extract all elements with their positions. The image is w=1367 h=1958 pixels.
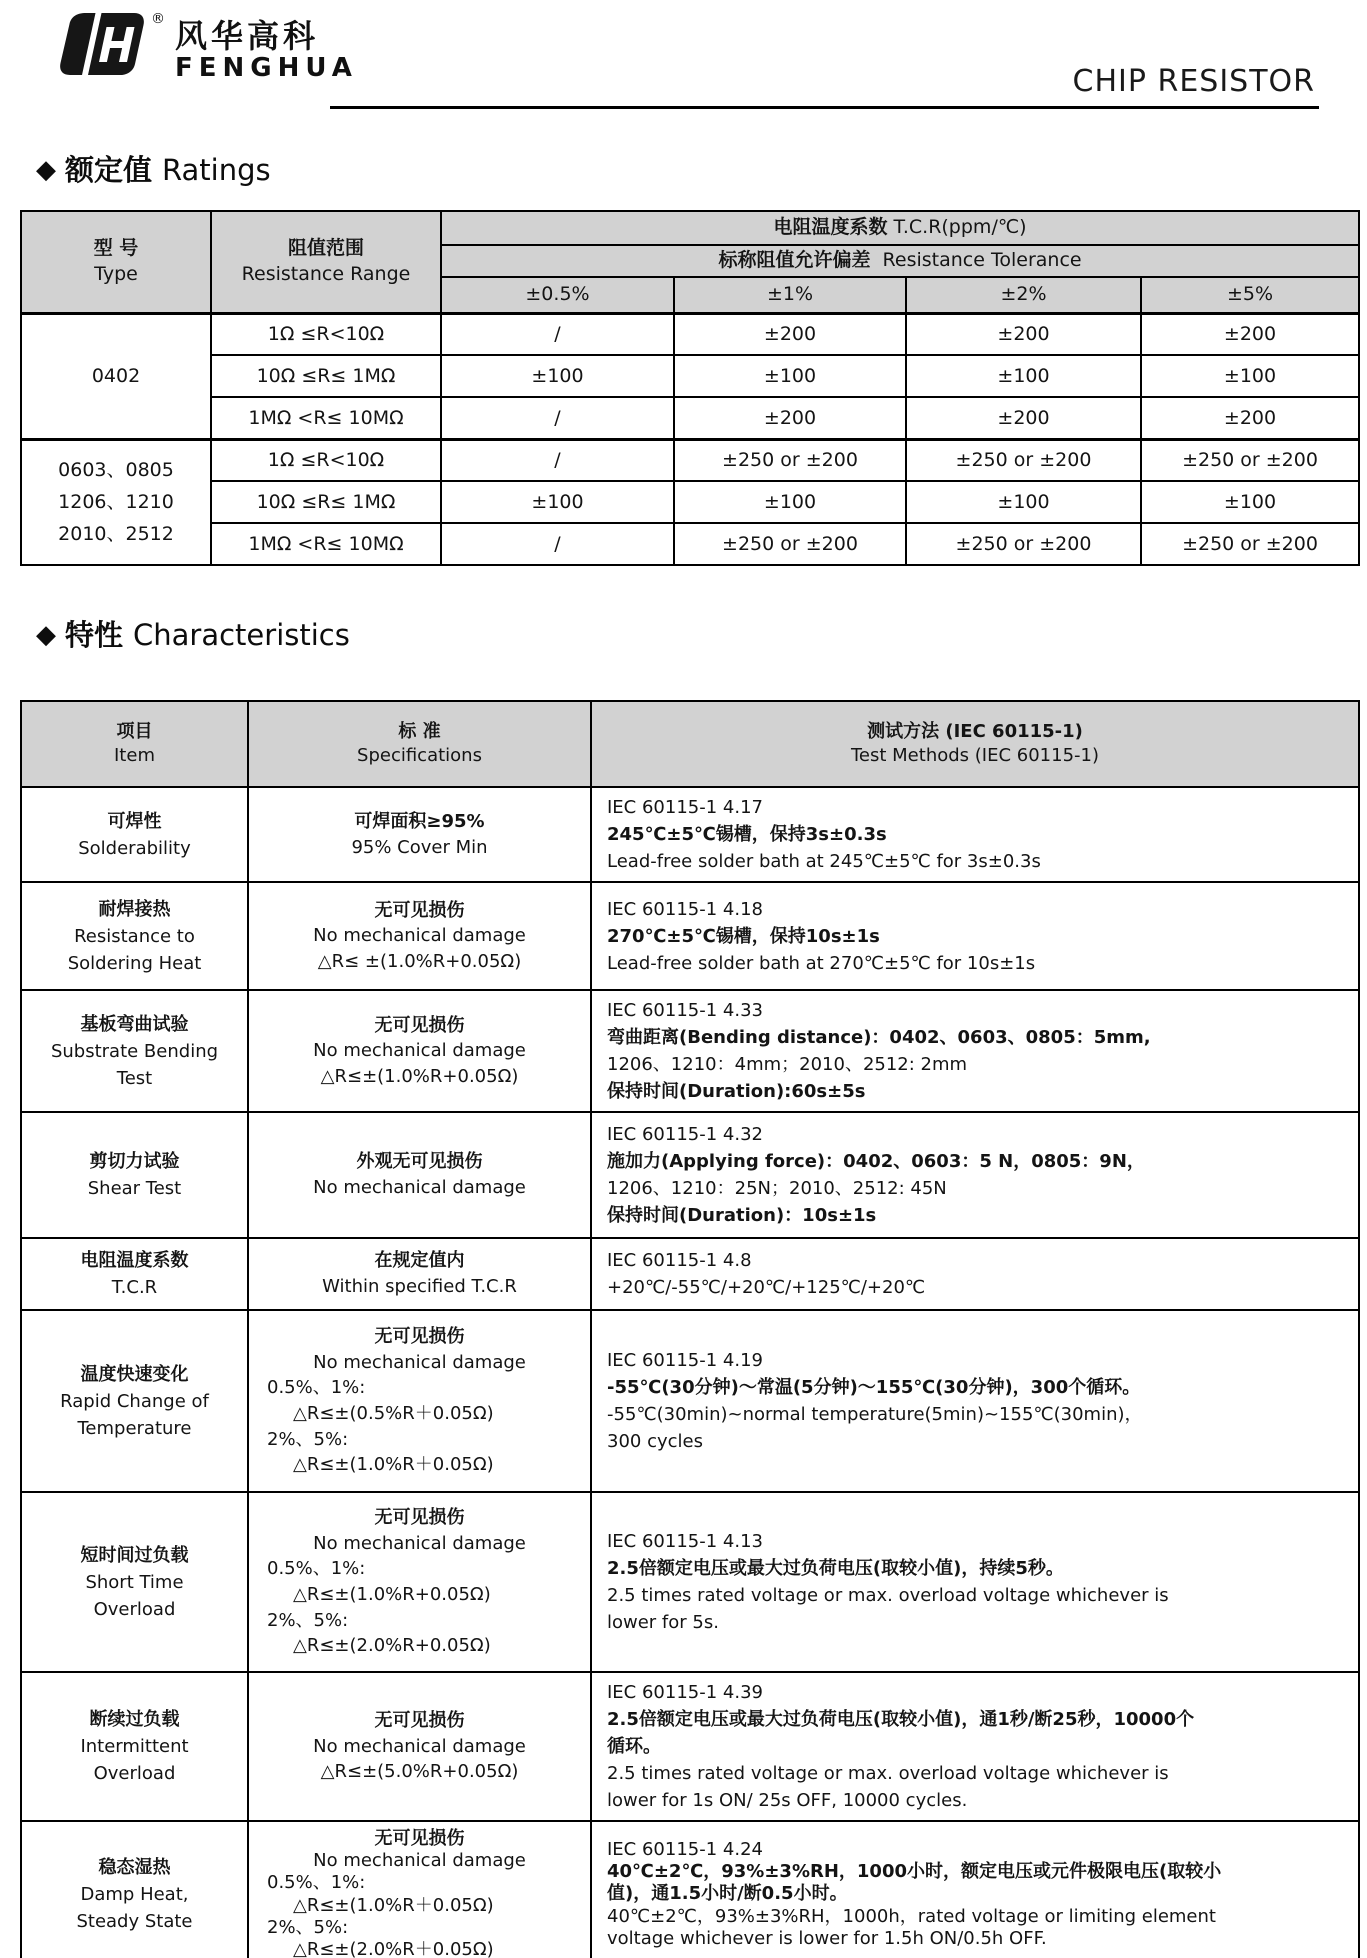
characteristics-title-cn: 特性	[65, 618, 124, 652]
characteristics-section-title	[36, 613, 350, 654]
ratings-title-en: Ratings	[162, 153, 271, 187]
ratings-range-cell: 1MΩ <R≤ 10MΩ	[211, 523, 441, 565]
brand-name-chinese: 风华高科	[175, 17, 320, 55]
ratings-value-cell: ±100	[441, 355, 674, 397]
ratings-range-cell: 1Ω ≤R<10Ω	[211, 439, 441, 481]
ratings-header-tolerance-col: ±5%	[1141, 277, 1359, 313]
char-test-cell: IEC 60115-1 4.19 -55℃(30分钟)～常温(5分钟)～155℃(30分钟)，300个循环。 -55℃(30min)~normal temperature(5min)~155℃(30min)， 300 cycles	[591, 1310, 1359, 1492]
fenghua-logo	[56, 12, 358, 83]
ratings-value-cell: ±100	[906, 355, 1141, 397]
char-header-item: 项目 Item	[21, 701, 248, 787]
ratings-value-cell: ±200	[906, 313, 1141, 355]
char-item-cell: 断续过负载 Intermittent Overload	[21, 1672, 248, 1821]
ratings-value-cell: ±200	[674, 397, 906, 439]
char-test-cell: IEC 60115-1 4.24 40℃±2℃，93%±3%RH，1000小时，额定电压或元件极限电压(取较小 值)，通1.5小时/断0.5小时。 40℃±2℃，93%±3%RH，1000h，rated voltage or limiting element voltage whichever is lower for 1.5h ON/0.5h OFF.	[591, 1821, 1359, 1958]
ratings-table	[20, 210, 1360, 566]
ratings-value-cell: ±100	[1141, 355, 1359, 397]
char-spec-cell: 无可见损伤 No mechanical damage △R≤±(5.0%R+0.05Ω)	[248, 1672, 591, 1821]
ratings-section-title	[36, 148, 271, 189]
char-item-cell: 短时间过负载 Short Time Overload	[21, 1492, 248, 1672]
char-spec-cell: 在规定值内 Within specified T.C.R	[248, 1238, 591, 1310]
char-test-cell: IEC 60115-1 4.32 施加力(Applying force)：0402、0603：5 N，0805：9N， 1206、1210：25N；2010、2512: 45N 保持时间(Duration)：10s±1s	[591, 1112, 1359, 1238]
ratings-range-cell: 1MΩ <R≤ 10MΩ	[211, 397, 441, 439]
char-item-cell: 稳态湿热 Damp Heat, Steady State	[21, 1821, 248, 1958]
fenghua-logo-icon	[56, 12, 148, 76]
ratings-value-cell: /	[441, 523, 674, 565]
ratings-range-cell: 10Ω ≤R≤ 1MΩ	[211, 481, 441, 523]
diamond-bullet-icon: ◆	[36, 155, 56, 185]
char-test-cell: IEC 60115-1 4.18 270℃±5℃锡槽，保持10s±1s Lead-free solder bath at 270℃±5℃ for 10s±1s	[591, 882, 1359, 990]
ratings-value-cell: /	[441, 313, 674, 355]
ratings-value-cell: ±200	[674, 313, 906, 355]
header-divider	[330, 106, 1319, 109]
char-test-cell: IEC 60115-1 4.33 弯曲距离(Bending distance)：0402、0603、0805：5mm, 1206、1210：4mm；2010、2512: 2mm 保持时间(Duration):60s±5s	[591, 990, 1359, 1112]
ratings-value-cell: ±250 or ±200	[906, 523, 1141, 565]
char-spec-cell: 外观无可见损伤 No mechanical damage	[248, 1112, 591, 1238]
char-item-cell: 耐焊接热 Resistance to Soldering Heat	[21, 882, 248, 990]
brand-name-english: FENGHUA	[175, 52, 358, 83]
ratings-value-cell: ±250 or ±200	[674, 439, 906, 481]
ratings-value-cell: ±100	[1141, 481, 1359, 523]
char-item-cell: 可焊性 Solderability	[21, 787, 248, 882]
char-spec-cell: 无可见损伤 No mechanical damage 0.5%、1%: △R≤±(0.5%R＋0.05Ω) 2%、5%: △R≤±(1.0%R＋0.05Ω)	[248, 1310, 591, 1492]
char-test-cell: IEC 60115-1 4.17 245℃±5℃锡槽，保持3s±0.3s Lead-free solder bath at 245℃±5℃ for 3s±0.3s	[591, 787, 1359, 882]
ratings-range-cell: 1Ω ≤R<10Ω	[211, 313, 441, 355]
char-header-test: 测试方法 (IEC 60115-1) Test Methods (IEC 60115-1)	[591, 701, 1359, 787]
char-spec-cell: 无可见损伤 No mechanical damage 0.5%、1%: △R≤±(1.0%R＋0.05Ω) 2%、5%: △R≤±(2.0%R＋0.05Ω)	[248, 1821, 591, 1958]
ratings-value-cell: ±200	[1141, 397, 1359, 439]
char-spec-cell: 无可见损伤 No mechanical damage △R≤±(1.0%R+0.05Ω)	[248, 990, 591, 1112]
ratings-value-cell: /	[441, 397, 674, 439]
characteristics-table	[20, 700, 1360, 1958]
char-item-cell: 电阻温度系数 T.C.R	[21, 1238, 248, 1310]
ratings-title-cn: 额定值	[65, 153, 153, 187]
ratings-value-cell: ±250 or ±200	[674, 523, 906, 565]
ratings-value-cell: ±100	[441, 481, 674, 523]
characteristics-title-en: Characteristics	[133, 618, 350, 652]
char-item-cell: 剪切力试验 Shear Test	[21, 1112, 248, 1238]
char-spec-cell: 无可见损伤 No mechanical damage △R≤ ±(1.0%R+0.05Ω)	[248, 882, 591, 990]
char-test-cell: IEC 60115-1 4.8 +20℃/-55℃/+20℃/+125℃/+20℃	[591, 1238, 1359, 1310]
brand-text	[175, 12, 358, 83]
char-test-cell: IEC 60115-1 4.13 2.5倍额定电压或最大过负荷电压(取较小值)，持续5秒。 2.5 times rated voltage or max. overload voltage whichever is lower for 5s.	[591, 1492, 1359, 1672]
ratings-type-cell: 0402	[21, 313, 211, 439]
char-test-cell: IEC 60115-1 4.39 2.5倍额定电压或最大过负荷电压(取较小值)，通1秒/断25秒，10000个 循环。 2.5 times rated voltage or max. overload voltage whichever is lower for 1s ON/ 25s OFF, 10000 cycles.	[591, 1672, 1359, 1821]
ratings-value-cell: ±100	[674, 481, 906, 523]
ratings-range-cell: 10Ω ≤R≤ 1MΩ	[211, 355, 441, 397]
ratings-value-cell: /	[441, 439, 674, 481]
ratings-header-tolerance-col: ±2%	[906, 277, 1141, 313]
ratings-header-type: 型 号 Type	[21, 211, 211, 313]
ratings-header-tolerance-col: ±1%	[674, 277, 906, 313]
ratings-value-cell: ±250 or ±200	[1141, 439, 1359, 481]
ratings-value-cell: ±250 or ±200	[906, 439, 1141, 481]
ratings-header-range: 阻值范围 Resistance Range	[211, 211, 441, 313]
ratings-type-cell: 0603、0805 1206、1210 2010、2512	[21, 439, 211, 565]
diamond-bullet-icon: ◆	[36, 620, 56, 650]
char-spec-cell: 可焊面积≥95% 95% Cover Min	[248, 787, 591, 882]
ratings-value-cell: ±100	[906, 481, 1141, 523]
ratings-header-tcr: 电阻温度系数 T.C.R(ppm/℃)	[441, 211, 1359, 245]
ratings-value-cell: ±250 or ±200	[1141, 523, 1359, 565]
char-item-cell: 基板弯曲试验 Substrate Bending Test	[21, 990, 248, 1112]
ratings-value-cell: ±200	[906, 397, 1141, 439]
char-item-cell: 温度快速变化 Rapid Change of Temperature	[21, 1310, 248, 1492]
ratings-value-cell: ±200	[1141, 313, 1359, 355]
page-title: CHIP RESISTOR	[1072, 64, 1315, 99]
registered-mark: ®	[151, 11, 165, 27]
char-spec-cell: 无可见损伤 No mechanical damage 0.5%、1%: △R≤±(1.0%R+0.05Ω) 2%、5%: △R≤±(2.0%R+0.05Ω)	[248, 1492, 591, 1672]
ratings-value-cell: ±100	[674, 355, 906, 397]
ratings-header-tolerance-col: ±0.5%	[441, 277, 674, 313]
char-header-spec: 标 准 Specifications	[248, 701, 591, 787]
ratings-header-tolerance: 标称阻值允许偏差 Resistance Tolerance	[441, 245, 1359, 277]
